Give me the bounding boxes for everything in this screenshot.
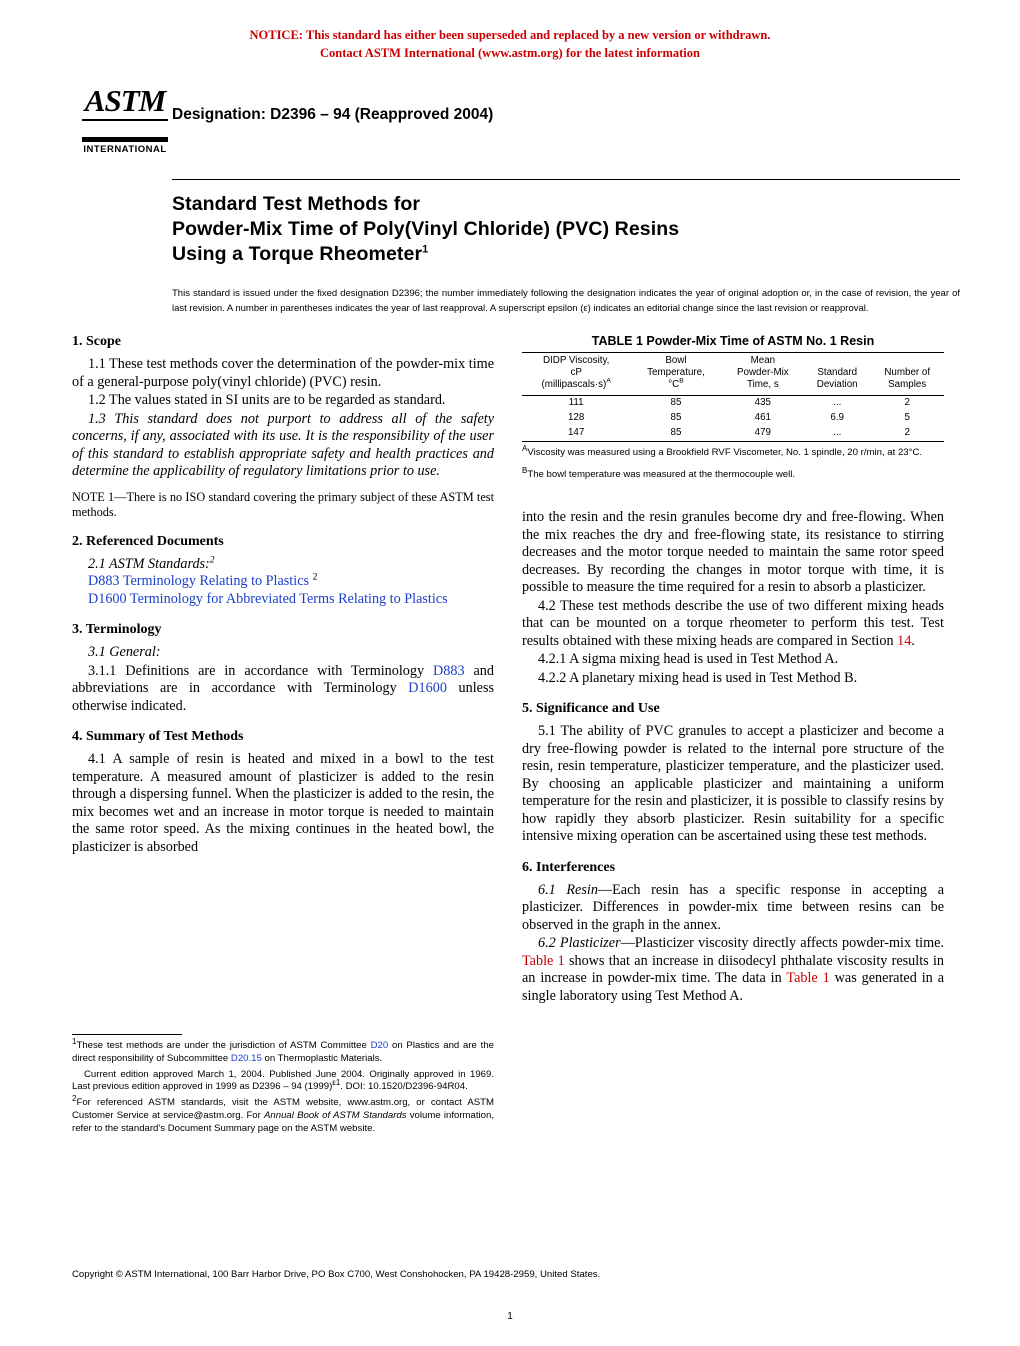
th4-line2: Deviation	[816, 378, 858, 390]
title-line-3	[172, 242, 960, 267]
th1-line2: cP	[570, 366, 582, 378]
table-row	[522, 426, 944, 442]
paragraph-3-1-1	[72, 663, 494, 716]
paragraph-4-2-1: 4.2.1 A sigma mixing head is used in Test Method A.	[538, 651, 839, 668]
cell-r1c5: 2	[904, 397, 910, 409]
standard-title-d883[interactable]: Terminology Relating to Plastics	[122, 573, 310, 590]
para-3-1-1-part-a: 3.1.1 Definitions are in accordance with Terminology	[88, 662, 434, 679]
inline-ref-section-14[interactable]: 14	[897, 632, 912, 649]
th5-line1: Number of	[884, 366, 931, 378]
cell-r2c3: 461	[754, 412, 772, 424]
th3-line3: Time, s	[746, 378, 779, 390]
astm-logo	[80, 84, 170, 174]
footnote-1-doi: . DOI: 10.1520/D2396-94R04.	[340, 1081, 468, 1093]
standard-title-d1600[interactable]: Terminology for Abbreviated Terms Relating to Plastics	[129, 590, 448, 607]
th2-line3: °C	[668, 378, 680, 390]
title-line-2: Powder-Mix Time of Poly(Vinyl Chloride) (PVC) Resins	[172, 218, 680, 241]
copyright-line: Copyright © ASTM International, 100 Barr Harbor Drive, PO Box C700, West Conshohocken, PA 19428-2959, United States.	[72, 1269, 601, 1280]
cell-r3c3: 479	[722, 426, 804, 442]
section-4-heading: 4. Summary of Test Methods	[72, 729, 244, 745]
body-columns	[72, 334, 960, 1005]
para-6-2-part-b: shows that an increase in diisodecyl phthalate viscosity results in an increase in powder-mix time. The data in	[522, 952, 944, 987]
section-1-heading: 1. Scope	[72, 334, 121, 350]
section-3-heading: 3. Terminology	[72, 622, 162, 638]
logo-divider	[82, 119, 168, 121]
paragraph-2-1-text: 2.1 ASTM Standards:	[88, 555, 210, 572]
footnote-2-marker: 2	[72, 1094, 77, 1103]
footnote-1-epsilon: ε1	[332, 1078, 341, 1088]
title-line-1: Standard Test Methods for	[172, 193, 421, 216]
para-6-2-label: 6.2 Plasticizer	[538, 935, 621, 952]
section-2-heading: 2. Referenced Documents	[72, 533, 224, 549]
paragraph-6-1	[522, 882, 944, 935]
para-4-2-part-b: .	[911, 632, 915, 649]
notice-line-1: NOTICE: This standard has either been superseded and replaced by a new version or withdrawn.	[249, 28, 771, 42]
footnote-b-text: The bowl temperature was measured at the thermocouple well.	[527, 468, 796, 480]
paragraph-2-1-footnote: 2	[209, 554, 215, 566]
withdrawn-notice	[60, 26, 960, 62]
table-1	[522, 352, 944, 442]
footnote-divider	[72, 1034, 182, 1035]
footnote-1-edition-wrap	[72, 1069, 494, 1095]
standard-id-d883[interactable]: D883	[88, 573, 120, 590]
th2-line2: Temperature,	[647, 366, 705, 378]
footnote-1	[72, 1036, 494, 1066]
cell-r2c4: 6.9	[830, 412, 845, 424]
cell-r2c2: 85	[670, 412, 682, 424]
title-line-3-text: Using a Torque Rheometer	[172, 243, 423, 266]
document-header	[0, 84, 1020, 179]
cell-r1c1: 111	[568, 397, 584, 409]
table-1-header-col-1	[522, 353, 630, 396]
page-footnotes	[72, 1034, 494, 1139]
table-1-header-col-4	[804, 353, 870, 396]
cell-r1c4: ...	[833, 397, 842, 409]
footnote-b-marker: B	[522, 465, 528, 475]
th1-line3: (millipascals·s)	[541, 378, 607, 390]
inline-ref-d883[interactable]: D883	[433, 662, 465, 679]
th5-line2: Samples	[888, 378, 927, 390]
paragraph-4-2	[522, 598, 944, 651]
table-row	[522, 411, 944, 426]
footnote-ref-d20[interactable]: D20	[370, 1040, 389, 1051]
paragraph-4-1-continued: into the resin and the resin granules become dry and free-flowing. When the mix reaches the dry and free-flowing state, its resistance to stirring decreases and the motor torque needed to maintain the same rotor speed decreases. By recording the changes in motor torque with time, it is possible to measure the time required for a resin to absorb a plasticizer.	[522, 509, 944, 596]
document-title	[172, 192, 960, 267]
astm-logo-subtitle: INTERNATIONAL	[83, 144, 167, 156]
para-3-1-1-part-c: unless otherwise indicated.	[72, 680, 495, 714]
section-6-heading: 6. Interferences	[522, 859, 616, 875]
table-1-footnote-b	[522, 465, 944, 482]
table-1-header-col-3	[722, 353, 804, 396]
standard-reference-d883[interactable]	[88, 573, 494, 591]
paragraph-1-3: 1.3 This standard does not purport to address all of the safety concerns, if any, associated with its use. It is the responsibility of the user of this standard to establish appropriate safety and health practices and determine the applicability of regulatory limitations prior to use.	[72, 410, 494, 480]
table-1-footnote-a	[522, 443, 944, 460]
paragraph-2-1	[72, 556, 494, 574]
footnote-2-italic: Annual Book of ASTM Standards	[264, 1109, 407, 1121]
cell-r3c4: ...	[804, 426, 870, 442]
table-1-caption: TABLE 1 Powder-Mix Time of ASTM No. 1 Resin	[591, 334, 875, 349]
paragraph-4-2-2: 4.2.2 A planetary mixing head is used in Test Method B.	[538, 669, 858, 686]
paragraph-1-2: 1.2 The values stated in SI units are to be regarded as standard.	[88, 392, 446, 409]
inline-ref-d1600[interactable]: D1600	[408, 680, 447, 697]
para-4-2-part-a: 4.2 These test methods describe the use of two different mixing heads that can be mounted on a torque rheometer to perform this test. Test results obtained with these mixing heads are compared in Section	[522, 597, 944, 649]
table-1-header-col-5	[870, 353, 944, 396]
standard-id-d1600[interactable]: D1600	[88, 590, 127, 607]
footnote-1-edition	[72, 1069, 494, 1095]
paragraph-6-2	[522, 935, 944, 1005]
cell-r3c2: 85	[630, 426, 721, 442]
footnote-1-part-a: These test methods are under the jurisdiction of ASTM Committee	[76, 1040, 371, 1051]
cell-r1c2: 85	[670, 397, 682, 409]
para-6-1-label: 6.1 Resin	[538, 881, 598, 898]
th2-sup: B	[679, 377, 684, 385]
th3-line2: Powder-Mix	[736, 366, 789, 378]
standard-reference-d1600[interactable]	[88, 591, 494, 609]
paragraph-1-1: 1.1 These test methods cover the determination of the powder-mix time of a general-purpose poly(vinyl chloride) (PVC) resin.	[72, 356, 494, 390]
para-6-2-part-c: was generated in a single laboratory using Test Method A.	[522, 970, 944, 1004]
title-footnote-marker: 1	[422, 243, 429, 256]
inline-ref-table-1-second[interactable]: Table 1	[786, 970, 830, 987]
footnote-a-marker: A	[522, 443, 528, 453]
paragraph-5-1: 5.1 The ability of PVC granules to accept a plasticizer and become a dry free-flowing powder is related to the internal pore structure of the resin, resin temperature, plasticizer temperature, and the plasticizer used. By choosing an applicable plasticizer and maintaining a uniform temperature for the resin and plasticizer, it is possible to classify resins by how rapidly they absorb plasticizer. Resin suitability for a specific intensive mixing operation can be ascertained using these test methods.	[522, 723, 944, 845]
footnote-1-part-b: on Plastics and are the direct responsibility of Subcommittee	[72, 1040, 494, 1064]
document-page	[0, 26, 1020, 1346]
footnote-a-text: Viscosity was measured using a Brookfield RVF Viscometer, No. 1 spindle, 20 r/min, at 23°C.	[527, 446, 923, 458]
cell-r2c1: 128	[567, 412, 585, 424]
cell-r2c5: 5	[904, 412, 910, 424]
section-5-heading: 5. Significance and Use	[522, 701, 660, 717]
footnote-1-edition-text: Current edition approved March 1, 2004. Published June 2004. Originally approved in 1969. Last previous edition approved in 1999 as D2396 – 94 (1999)	[72, 1068, 494, 1093]
footnote-2-part-b: volume information, refer to the standard's Document Summary page on the ASTM website.	[72, 1109, 494, 1134]
para-6-2-part-a: —Plasticizer viscosity directly affects powder-mix time.	[620, 935, 944, 952]
issued-statement: This standard is issued under the fixed designation D2396; the number immediately following the designation indicates the year of original adoption or, in the case of revision, the year of last revision. A number in parentheses indicates the year of last reapproval. A superscript epsilon (ε) indicates an editorial change since the last revision or reapproval.	[172, 288, 960, 314]
paragraph-3-1: 3.1 General:	[88, 644, 161, 661]
th1-sup: A	[606, 377, 611, 385]
note-1	[72, 490, 494, 520]
notice-line-2: Contact ASTM International (www.astm.org) for the latest information	[320, 46, 700, 61]
note-label: NOTE	[72, 489, 105, 504]
cell-r1c3: 435	[754, 397, 772, 409]
astm-logo-text: ASTM	[84, 83, 166, 119]
table-1-header-col-2	[630, 353, 721, 396]
paragraph-4-1: 4.1 A sample of resin is heated and mixed in a bowl to the test temperature. A measured amount of plasticizer is added to the resin through a dispersing funnel. When the plasticizer is added to the resin, the mix becomes wet and an increase in motor torque is needed to maintain the same rotor speed. As the mixing continues in the heated bowl, the plasticizer is absorbed	[72, 751, 494, 855]
cell-r3c5: 2	[870, 426, 944, 442]
footnote-1-marker: 1	[72, 1036, 77, 1046]
para-3-1-1-part-b: and abbreviations are in accordance with Terminology	[72, 662, 494, 697]
right-column	[522, 334, 944, 1005]
designation-label: Designation: D2396 – 94 (Reapproved 2004)	[172, 106, 494, 124]
th2-line1: Bowl	[665, 354, 687, 366]
footnote-ref-d20-15[interactable]: D20.15	[230, 1052, 262, 1064]
footnote-2-part-a: For referenced ASTM standards, visit the ASTM website, www.astm.org, or contact ASTM Customer Service at service@astm.org. For	[72, 1097, 494, 1121]
left-column	[72, 334, 494, 1005]
cell-r3c1: 147	[522, 426, 630, 442]
note-text: 1—There is no ISO standard covering the primary subject of these ASTM test methods.	[72, 489, 494, 519]
th1-line1: DIDP Viscosity,	[542, 354, 610, 366]
table-row	[522, 395, 944, 411]
footnote-2	[72, 1094, 494, 1135]
th4-line1: Standard	[817, 366, 858, 378]
title-divider	[172, 179, 960, 180]
page-number: 1	[507, 1311, 513, 1322]
footnote-1-part-c: on Thermoplastic Materials.	[261, 1052, 383, 1064]
logo-bar	[82, 137, 168, 142]
standard-d883-footnote: 2	[312, 571, 318, 583]
para-6-1-text: —Each resin has a specific response in accepting a plasticizer. Differences in powder-mix time between resins can be observed in the graph in the annex.	[522, 881, 944, 933]
th3-line1: Mean	[750, 354, 776, 366]
inline-ref-table-1-first[interactable]: Table 1	[522, 952, 565, 969]
